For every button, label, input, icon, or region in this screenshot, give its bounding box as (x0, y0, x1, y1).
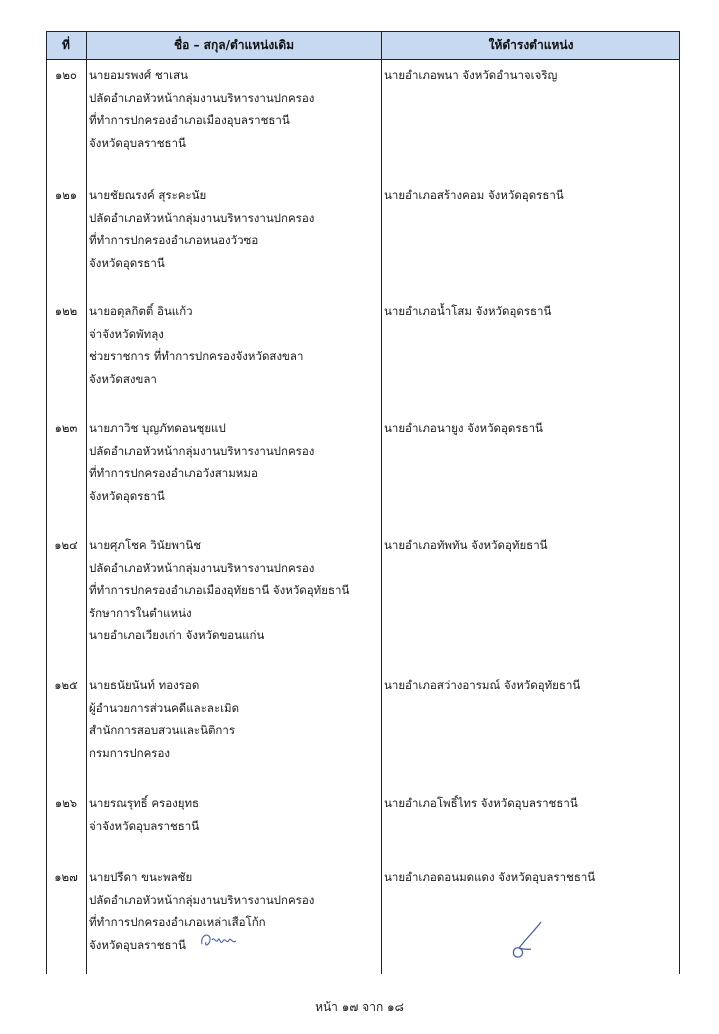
name-and-former-position (89, 64, 379, 154)
name-line: นายรณรุทธิ์ ครองยุทธ (89, 796, 200, 810)
new-position: นายอำเภอนายูง จังหวัดอุดรธานี (384, 421, 543, 435)
new-position: นายอำเภอดอนมดแดง จังหวัดอุบลราชธานี (384, 870, 596, 884)
new-position: นายอำเภอน้ำโสม จังหวัดอุดรธานี (384, 304, 552, 318)
name-line: ปลัดอำเภอหัวหน้ากลุ่มงานบริหารงานปกครอง (89, 90, 315, 105)
header-number: ที่ (62, 37, 70, 52)
header-name: ชื่อ – สกุล/ตำแหน่งเดิม (173, 37, 295, 52)
name-line: จ่าจังหวัดอุบลราชธานี (89, 818, 200, 833)
name-and-former-position (89, 417, 379, 507)
name-line: นายอมรพงศ์ ชาเสน (89, 68, 188, 82)
name-line: ช่วยราชการ ที่ทำการปกครองจังหวัดสงขลา (89, 349, 304, 363)
name-line: จังหวัดอุดรธานี (89, 488, 165, 503)
new-position: นายอำเภอสว่างอารมณ์ จังหวัดอุทัยธานี (384, 678, 581, 692)
name-line: กรมการปกครอง (89, 745, 170, 760)
row-number: ๑๒๑ (54, 188, 78, 202)
name-line: ผู้อำนวยการส่วนคดีและละเมิด (89, 700, 240, 715)
name-line: นายศุภโชค วินัยพานิช (89, 538, 202, 552)
initials-signature (196, 926, 246, 956)
name-line: จังหวัดสงขลา (89, 371, 157, 386)
name-line: นายชัยณรงค์ สุระคะนัย (89, 188, 207, 202)
table-header (46, 31, 680, 59)
name-line: ปลัดอำเภอหัวหน้ากลุ่มงานบริหารงานปกครอง (89, 892, 315, 907)
name-and-former-position (89, 184, 379, 274)
name-line: ปลัดอำเภอหัวหน้ากลุ่มงานบริหารงานปกครอง (89, 210, 315, 225)
row-number: ๑๒๓ (54, 421, 78, 435)
name-line: จังหวัดอุดรธานี (89, 255, 165, 270)
row-number: ๑๒๒ (54, 304, 78, 318)
name-and-former-position (89, 674, 379, 764)
row-number: ๑๒๗ (54, 870, 78, 884)
name-and-former-position (89, 534, 379, 647)
name-and-former-position (89, 792, 379, 837)
name-line: นายภาวิช บุญภัทดอนชุยแป (89, 421, 226, 435)
name-line: ที่ทำการปกครองอำเภอเหล่าเสือโก้ก (89, 915, 266, 929)
name-line: สำนักการสอบสวนและนิติการ (89, 723, 236, 737)
new-position: นายอำเภอโพธิ์ไทร จังหวัดอุบลราชธานี (384, 796, 578, 810)
name-line: ปลัดอำเภอหัวหน้ากลุ่มงานบริหารงานปกครอง (89, 560, 315, 575)
column-divider-1 (86, 31, 87, 974)
name-line: ที่ทำการปกครองอำเภอหนองวัวซอ (89, 233, 259, 247)
name-line: จ่าจังหวัดพัทลุง (89, 326, 164, 341)
row-number: ๑๒๐ (55, 68, 77, 82)
new-position: นายอำเภอสร้างคอม จังหวัดอุดรธานี (384, 188, 564, 202)
table-top-border (46, 31, 680, 32)
row-number: ๑๒๕ (54, 678, 78, 692)
appointment-table (46, 31, 680, 974)
page-footer: หน้า ๑๗ จาก ๑๘ (315, 1000, 404, 1014)
name-line: รักษาการในตำแหน่ง (89, 605, 192, 620)
name-line: นายปรีดา ขนะพลชัย (89, 870, 193, 884)
approval-signature (501, 916, 551, 961)
name-line: นายอดุลกิตติ์ อินแก้ว (89, 304, 193, 318)
name-and-former-position (89, 300, 379, 390)
name-line: ที่ทำการปกครองอำเภอวังสามหมอ (89, 466, 258, 480)
name-line: จังหวัดอุบลราชธานี (89, 135, 186, 150)
header-bottom-border (46, 59, 680, 60)
name-line: จังหวัดอุบลราชธานี (89, 937, 186, 952)
new-position: นายอำเภอทัพทัน จังหวัดอุทัยธานี (384, 538, 548, 552)
name-line: นายอำเภอเวียงเก่า จังหวัดขอนแก่น (89, 628, 265, 642)
name-line: ที่ทำการปกครองอำเภอเมืองอุทัยธานี จังหวัดอุทัยธานี (89, 583, 350, 597)
new-position: นายอำเภอพนา จังหวัดอำนาจเจริญ (384, 68, 558, 82)
header-new-position: ให้ดำรงตำแหน่ง (488, 37, 574, 52)
name-line: นายธนัยนันท์ ทองรอด (89, 678, 200, 692)
name-line: ปลัดอำเภอหัวหน้ากลุ่มงานบริหารงานปกครอง (89, 443, 315, 458)
name-line: ที่ทำการปกครองอำเภอเมืองอุบลราชธานี (89, 113, 290, 127)
column-divider-2 (381, 31, 382, 974)
table-left-border (46, 31, 47, 974)
row-number: ๑๒๔ (54, 538, 78, 552)
row-number: ๑๒๖ (54, 796, 78, 810)
table-right-border (679, 31, 680, 974)
